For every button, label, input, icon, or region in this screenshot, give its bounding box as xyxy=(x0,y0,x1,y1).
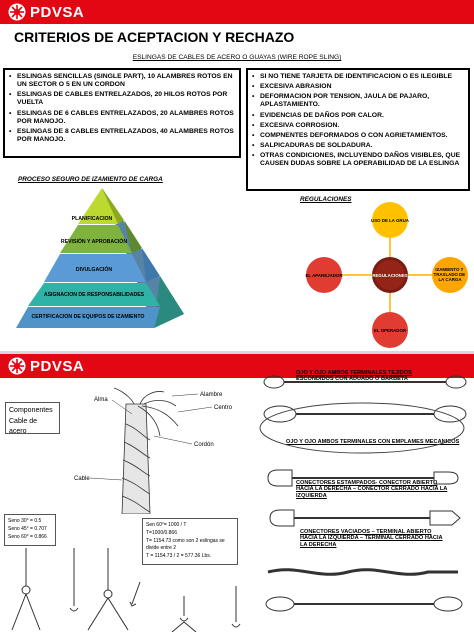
label-cable: Cable xyxy=(74,476,90,482)
criteria-item: • ESLINGAS SENCILLAS (SINGLE PART), 10 ALAMBRES ROTOS EN UN SECTOR O 5 EN UN CORDON xyxy=(9,73,235,89)
pyramid-caption: PROCESO SEGURO DE IZAMIENTO DE CARGA xyxy=(18,176,163,183)
terminal-label-1: OJO Y OJO AMBOS TERMINALES TEJIDOS ESCONDIDOS CON ADUADO O BARBETA xyxy=(296,370,412,383)
regulation-label-left: EL APAREJADOR xyxy=(305,273,343,278)
calc-line: Sen 60°= 1000 / T xyxy=(146,522,187,528)
regulations-caption: REGULACIONES xyxy=(300,196,352,203)
terminal-illustrations xyxy=(258,368,474,632)
rejection-item: • SALPICADURAS DE SOLDADURA. xyxy=(252,142,464,150)
regulation-label-right: IZAMIENTO Y TRASLADO DE LA CARGA xyxy=(433,267,466,282)
components-title: Componentes xyxy=(9,407,53,414)
criteria-item: • ESLINGAS DE CABLES ENTRELAZADOS, 20 HILOS ROTOS POR VUELTA xyxy=(9,91,235,107)
sine-value: Seno 30° = 0.5 xyxy=(8,518,42,524)
slide-wire-rope-components xyxy=(0,354,474,632)
rejection-item: • EXCESIVA CORROSION. xyxy=(252,122,464,130)
brand-name: PDVSA xyxy=(30,3,85,21)
terminal-label-3: CONECTORES ESTAMPADOS- CONECTOR ABIERTO HACIA LA DERECHA – CONECTOR CERRADO HACIA LA IZQUIERDA xyxy=(296,480,448,499)
sun-logo-icon xyxy=(8,357,26,375)
sun-logo-icon xyxy=(8,3,26,21)
header-band xyxy=(0,0,474,24)
pdvsa-logo xyxy=(8,3,84,21)
pyramid-label: CERTIFICACION DE EQUIPOS DE IZAMIENTO xyxy=(31,314,145,320)
rejection-item: • SI NO TIENE TARJETA DE IDENTIFICACION O ES ILEGIBLE xyxy=(252,73,464,81)
terminal-label-2: OJO Y OJO AMBOS TERMINALES CON EMPLAMES MECANICOS xyxy=(286,439,460,445)
pyramid-label: DIVULGACIÓN xyxy=(75,267,113,273)
components-subtitle: Cable de acero xyxy=(9,417,38,435)
sine-value: Seno 60° = 0.866 xyxy=(8,533,47,540)
rejection-item: • EVIDENCIAS DE DAÑOS POR CALOR. xyxy=(252,112,464,120)
rejection-item: • COMPNENTES DEFORMADOS O CON AGRIETAMIENTOS. xyxy=(252,132,464,140)
wire-rope-illustration xyxy=(60,384,260,514)
sine-values-box xyxy=(4,514,56,546)
acceptance-box xyxy=(3,68,241,158)
calc-line: T=1000/0.866 xyxy=(146,529,177,536)
regulation-label-top: USO DE LA GRUA xyxy=(371,218,409,223)
pdvsa-logo xyxy=(8,357,84,375)
page-title: CRITERIOS DE ACEPTACION Y RECHAZO xyxy=(14,29,295,45)
criteria-item: • ESLINGAS DE 8 CABLES ENTRELAZADOS, 40 ALAMBRES ROTOS POR MANOJO. xyxy=(9,128,235,144)
pyramid-label: REVISIÓN Y APROBACIÓN xyxy=(60,239,128,245)
rejection-item: • DEFORMACION POR TENSION, JAULA DE PAJARO, APLASTAMIENTO. xyxy=(252,93,464,109)
sine-value: Seno 45° = 0.707 xyxy=(8,525,47,532)
label-centro: Centro xyxy=(214,405,233,411)
regulations-diagram xyxy=(300,200,474,352)
sling-angle-illustrations xyxy=(4,546,254,632)
calc-line: T= 1154.73 como son 2 eslingas se divide entre 2 xyxy=(146,537,225,552)
regulation-label-bottom: EL OPERADOR xyxy=(373,328,407,333)
label-alma: Alma xyxy=(94,397,108,403)
page-subtitle: ESLINGAS DE CABLES DE ACERO O GUAYAS (WIRE ROPE SLING) xyxy=(132,54,342,61)
brand-name: PDVSA xyxy=(30,357,85,375)
criteria-item: • ESLINGAS DE 6 CABLES ENTRELAZADOS, 20 ALAMBRES ROTOS POR MANOJO. xyxy=(9,110,235,126)
label-cordon: Cordón xyxy=(194,442,214,448)
rejection-item: • OTRAS CONDICIONES, INCLUYENDO DAÑOS VISIBLES, QUE CAUSEN DUDAS SOBRE LA OPERABILIDAD DE LA ESLINGA xyxy=(252,152,464,168)
terminal-label-4: CONECTORES VACIADOS – TERMINAL ABIERTO HACIA LA IZQUIERDA – TERMINAL CERRADO HACIA LA DERECHA xyxy=(300,529,443,548)
regulation-label-center: REGULACIONES xyxy=(372,273,408,278)
pyramid-label: ASIGNACION DE RESPONSABILIDADES xyxy=(43,292,145,298)
rejection-item: • EXCESIVA ABRASION xyxy=(252,83,464,91)
calc-line: T = 1154.73 / 2 = 577.36 Lbs. xyxy=(146,553,212,559)
pyramid-label: PLANIFICACION xyxy=(71,216,113,222)
rejection-box xyxy=(246,68,470,191)
components-box xyxy=(5,402,60,434)
process-pyramid xyxy=(14,186,184,332)
label-alambre: Alambre xyxy=(200,392,223,398)
